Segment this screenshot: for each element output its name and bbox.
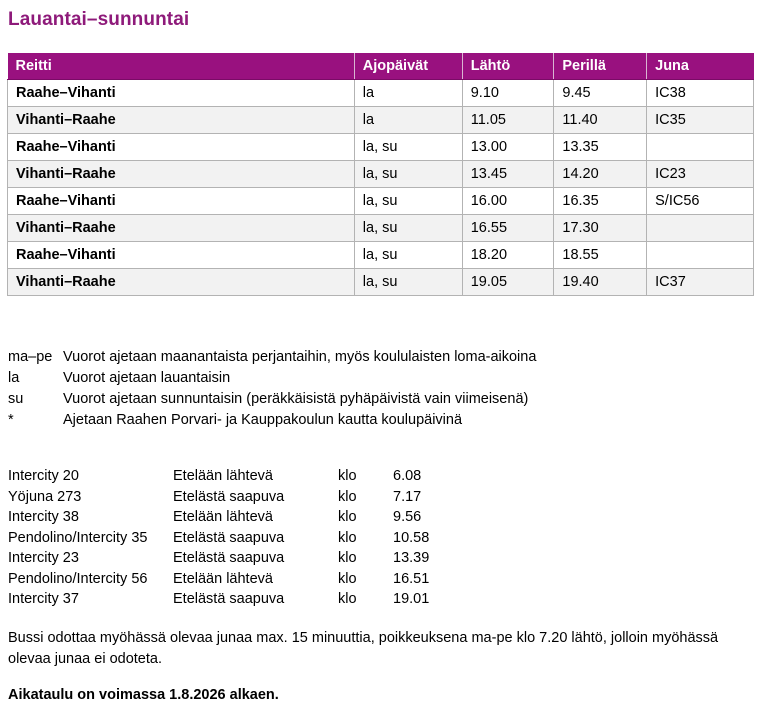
cell-train: S/IC56 xyxy=(647,188,754,215)
train-direction: Etelään lähtevä xyxy=(173,468,273,484)
cell-arrival: 17.30 xyxy=(554,215,647,242)
cell-departure: 13.45 xyxy=(462,161,554,188)
validity-note: Aikataulu on voimassa 1.8.2026 alkaen. xyxy=(8,687,279,703)
cell-route: Raahe–Vihanti xyxy=(8,242,355,269)
train-time: 6.08 xyxy=(393,468,422,484)
cell-train: IC38 xyxy=(647,80,754,107)
train-klo: klo xyxy=(338,529,357,546)
cell-route: Vihanti–Raahe xyxy=(8,269,355,296)
cell-arrival: 14.20 xyxy=(554,161,647,188)
train-item xyxy=(8,487,429,508)
table-row xyxy=(8,161,754,188)
legend xyxy=(8,347,536,431)
delay-note: Bussi odottaa myöhässä olevaa junaa max. 15 minuuttia, poikkeuksena ma-pe klo 7.20 lähtö, jolloin myöhässä olevaa junaa ei odoteta. xyxy=(8,630,719,667)
cell-train: IC37 xyxy=(647,269,754,296)
table-row xyxy=(8,134,754,161)
train-time: 10.58 xyxy=(393,529,430,546)
cell-route: Vihanti–Raahe xyxy=(8,161,355,188)
table-row xyxy=(8,242,754,269)
legend-text: Vuorot ajetaan lauantaisin xyxy=(63,370,231,386)
train-direction: Etelään lähtevä xyxy=(173,570,273,587)
legend-text: Vuorot ajetaan sunnuntaisin (peräkkäisistä pyhäpäivistä vain viimeisenä) xyxy=(63,391,529,407)
table-row xyxy=(8,215,754,242)
legend-key: * xyxy=(8,412,14,428)
legend-item xyxy=(8,410,536,431)
cell-route: Raahe–Vihanti xyxy=(8,134,355,161)
cell-train xyxy=(647,242,754,269)
cell-train: IC35 xyxy=(647,107,754,134)
cell-days: la, su xyxy=(354,134,462,161)
cell-days: la, su xyxy=(354,269,462,296)
train-klo: klo xyxy=(338,488,357,505)
table-row xyxy=(8,269,754,296)
train-name: Intercity 38 xyxy=(8,509,79,525)
cell-arrival: 16.35 xyxy=(554,188,647,215)
train-item xyxy=(8,466,429,487)
train-klo: klo xyxy=(338,570,357,587)
cell-departure: 19.05 xyxy=(462,269,554,296)
cell-days: la xyxy=(354,80,462,107)
legend-item xyxy=(8,368,536,389)
cell-train xyxy=(647,215,754,242)
train-item xyxy=(8,589,429,610)
train-direction: Etelästä saapuva xyxy=(173,591,285,607)
cell-departure: 16.00 xyxy=(462,188,554,215)
cell-arrival: 18.55 xyxy=(554,242,647,269)
train-item xyxy=(8,528,429,549)
legend-text: Vuorot ajetaan maanantaista perjantaihin, myös koululaisten loma-aikoina xyxy=(63,349,537,365)
train-name: Intercity 23 xyxy=(8,550,79,566)
train-klo: klo xyxy=(338,591,357,607)
cell-days: la, su xyxy=(354,215,462,242)
legend-key: su xyxy=(8,391,24,407)
train-time: 19.01 xyxy=(393,591,430,607)
train-klo: klo xyxy=(338,468,357,484)
cell-days: la xyxy=(354,107,462,134)
table-row xyxy=(8,80,754,107)
cell-days: la, su xyxy=(354,188,462,215)
cell-departure: 11.05 xyxy=(462,107,554,134)
train-item xyxy=(8,569,429,590)
legend-key: ma–pe xyxy=(8,349,53,365)
header-train: Juna xyxy=(647,53,754,80)
cell-days: la, su xyxy=(354,242,462,269)
cell-departure: 16.55 xyxy=(462,215,554,242)
train-time: 16.51 xyxy=(393,570,430,587)
train-name: Intercity 37 xyxy=(8,591,79,607)
cell-arrival: 19.40 xyxy=(554,269,647,296)
legend-item xyxy=(8,389,536,410)
cell-route: Vihanti–Raahe xyxy=(8,215,355,242)
cell-train xyxy=(647,134,754,161)
train-connections xyxy=(8,466,429,610)
header-departure: Lähtö xyxy=(462,53,554,80)
cell-arrival: 13.35 xyxy=(554,134,647,161)
train-direction: Etelästä saapuva xyxy=(173,529,285,546)
cell-arrival: 11.40 xyxy=(554,107,647,134)
train-item xyxy=(8,548,429,569)
table-header-row xyxy=(8,53,754,80)
table-row xyxy=(8,188,754,215)
train-time: 7.17 xyxy=(393,488,422,505)
page-title: Lauantai–sunnuntai xyxy=(8,9,190,30)
table-row xyxy=(8,107,754,134)
train-time: 13.39 xyxy=(393,550,430,566)
cell-route: Raahe–Vihanti xyxy=(8,188,355,215)
train-direction: Etelään lähtevä xyxy=(173,509,273,525)
cell-route: Vihanti–Raahe xyxy=(8,107,355,134)
train-klo: klo xyxy=(338,509,357,525)
train-name: Intercity 20 xyxy=(8,468,79,484)
train-direction: Etelästä saapuva xyxy=(173,550,285,566)
train-klo: klo xyxy=(338,550,357,566)
cell-departure: 9.10 xyxy=(462,80,554,107)
train-item xyxy=(8,507,429,528)
cell-departure: 18.20 xyxy=(462,242,554,269)
header-route: Reitti xyxy=(8,53,355,80)
train-name: Pendolino/Intercity 56 xyxy=(8,570,148,587)
header-days: Ajopäivät xyxy=(354,53,462,80)
schedule-table xyxy=(7,53,754,296)
train-name: Yöjuna 273 xyxy=(8,488,82,505)
cell-arrival: 9.45 xyxy=(554,80,647,107)
train-name: Pendolino/Intercity 35 xyxy=(8,529,148,546)
cell-train: IC23 xyxy=(647,161,754,188)
legend-key: la xyxy=(8,370,20,386)
header-arrival: Perillä xyxy=(554,53,647,80)
train-time: 9.56 xyxy=(393,509,422,525)
legend-text: Ajetaan Raahen Porvari- ja Kauppakoulun kautta koulupäivinä xyxy=(63,412,463,428)
train-direction: Etelästä saapuva xyxy=(173,488,285,505)
cell-departure: 13.00 xyxy=(462,134,554,161)
cell-route: Raahe–Vihanti xyxy=(8,80,355,107)
cell-days: la, su xyxy=(354,161,462,188)
legend-item xyxy=(8,347,536,368)
